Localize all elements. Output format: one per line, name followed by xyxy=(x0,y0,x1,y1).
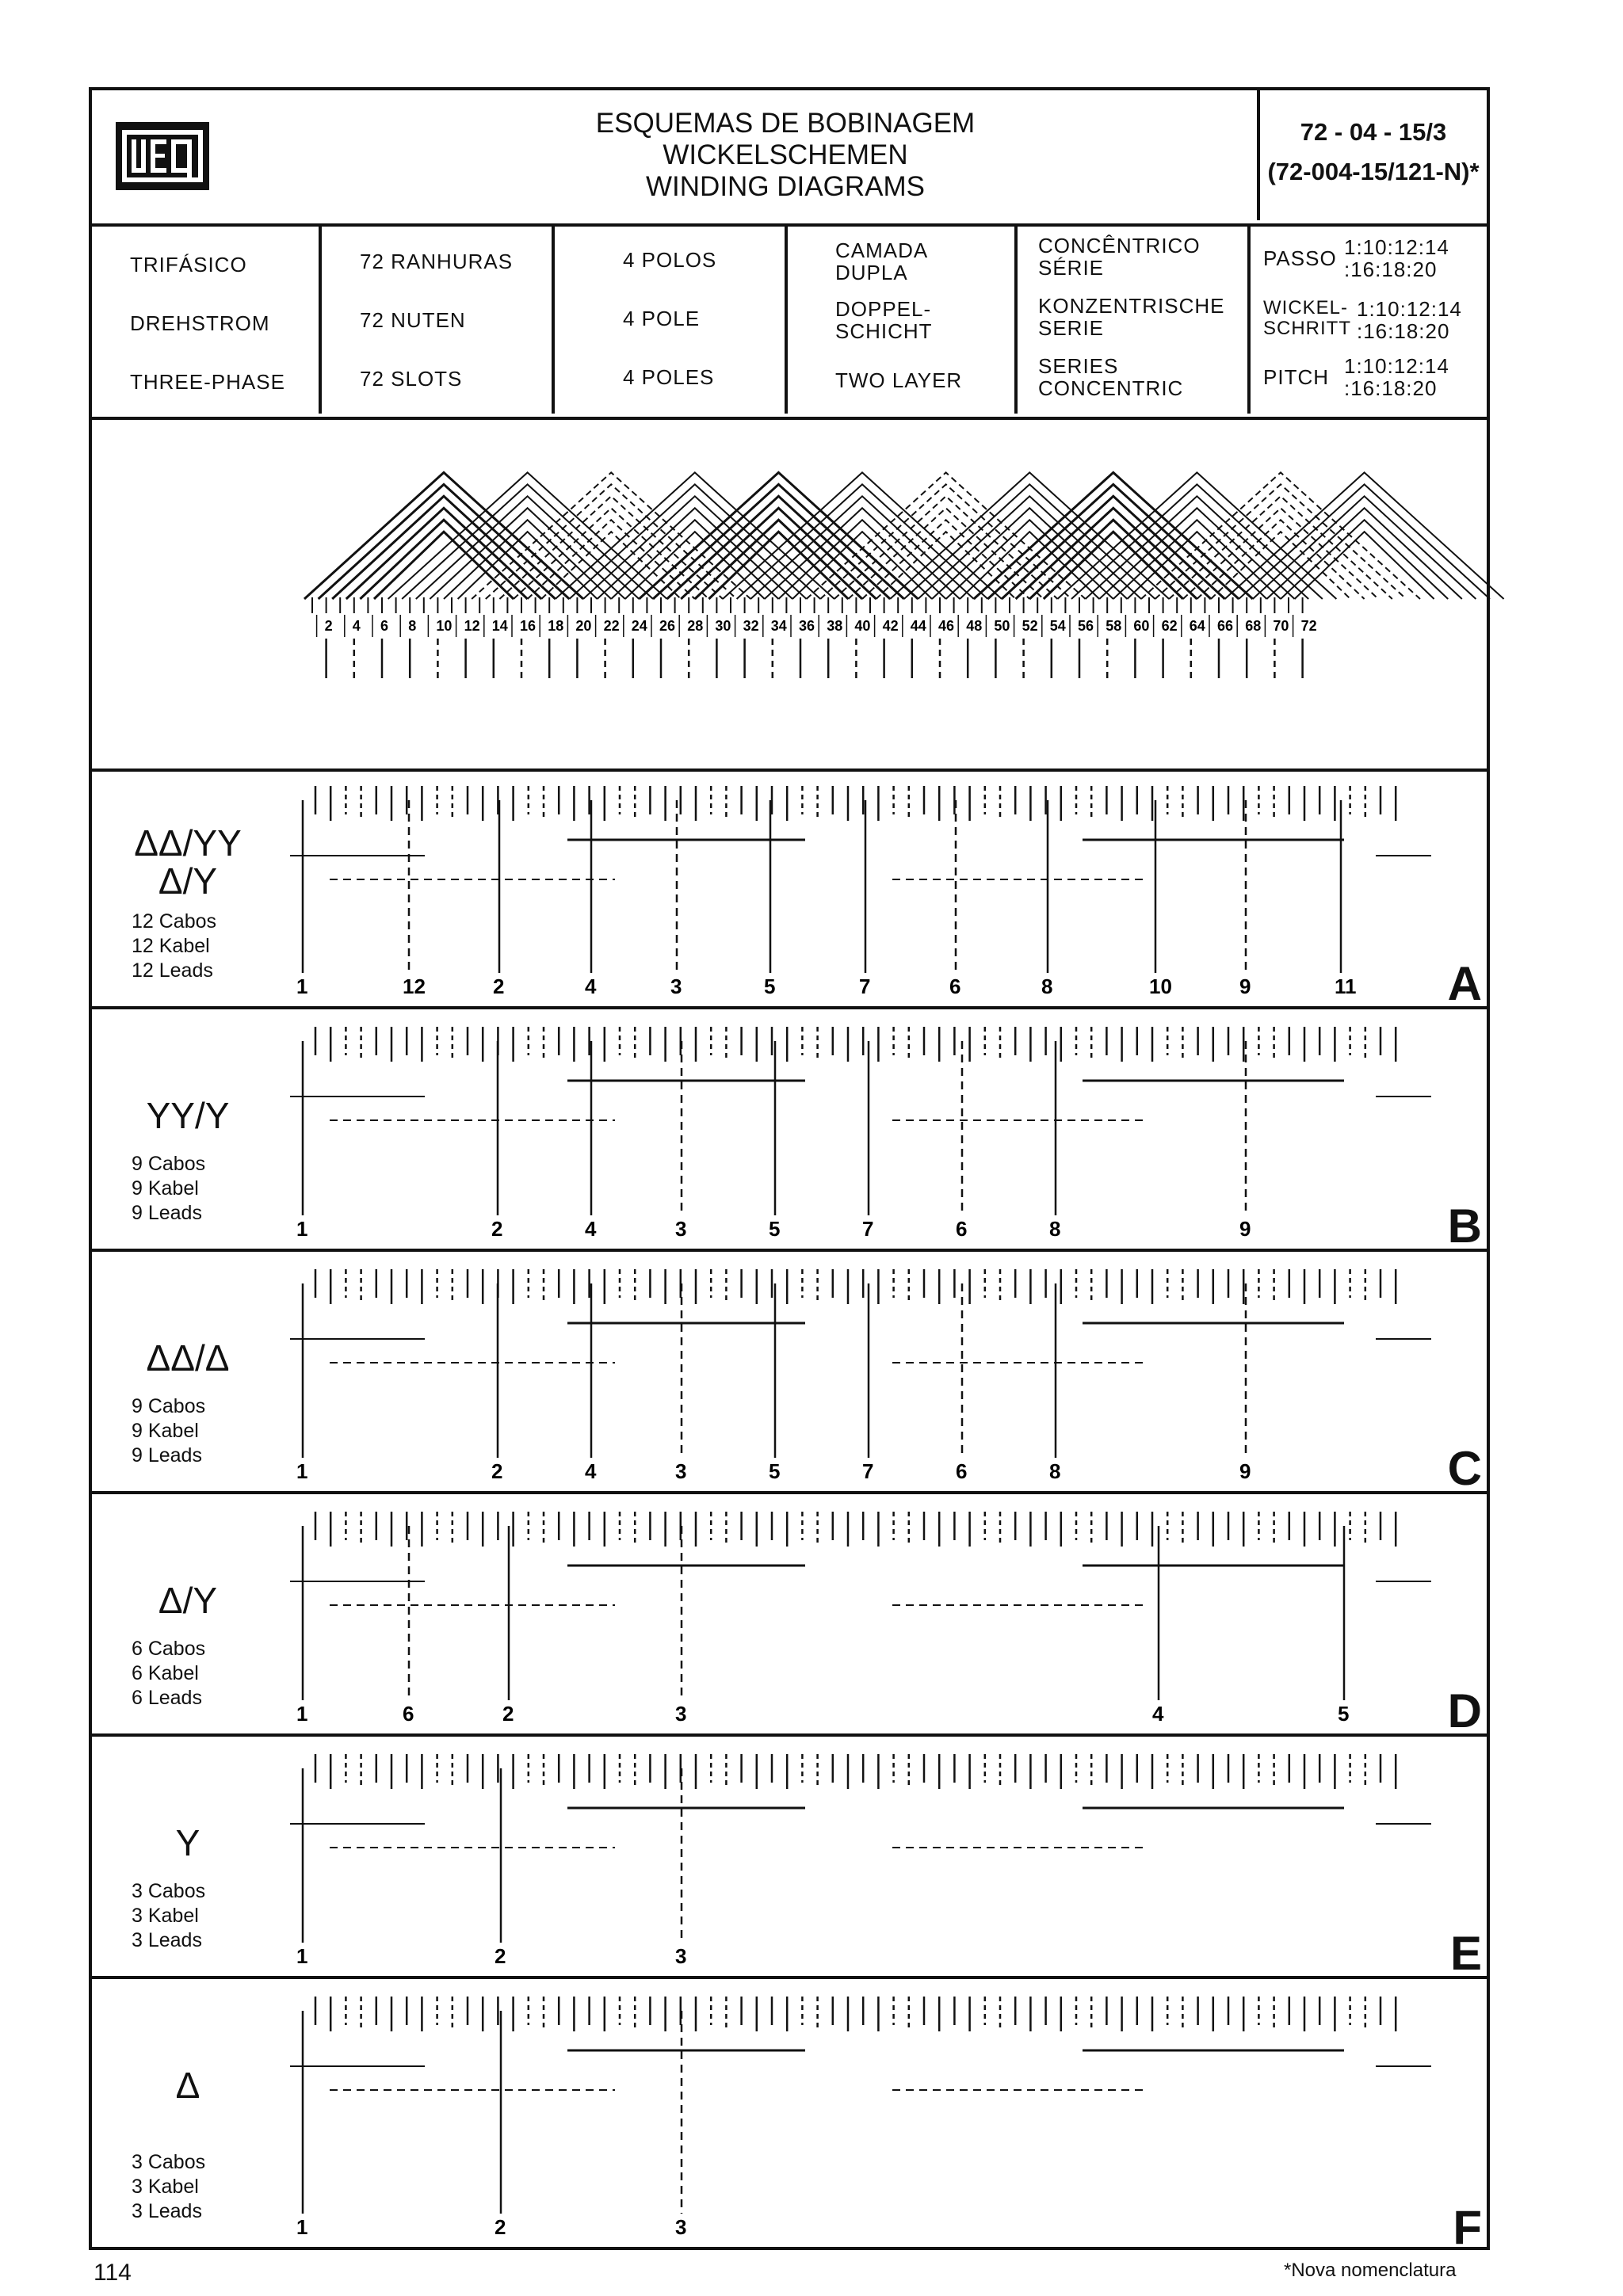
connection-wiring xyxy=(92,1737,1487,1979)
connection-letter: E xyxy=(1449,1927,1482,1980)
lead-count-line: 3 Cabos xyxy=(132,1880,206,1902)
code: 72 - 04 - 15/3 xyxy=(1300,118,1447,146)
spec-text: 72 NUTEN xyxy=(360,308,466,332)
slot-number: 58 xyxy=(1106,618,1122,634)
lead-number: 2 xyxy=(495,2215,506,2239)
slot-number: 34 xyxy=(770,618,787,634)
slot-number: 16 xyxy=(520,618,537,634)
lead-number: 12 xyxy=(403,974,426,998)
spec-text: PITCH xyxy=(1263,365,1329,389)
connection-panel-e xyxy=(92,1737,1487,1979)
connection-wiring xyxy=(92,1979,1487,2250)
spec-text: 72 RANHURAS xyxy=(360,250,514,273)
title-pt: ESQUEMAS DE BOBINAGEM xyxy=(595,108,976,139)
lead-number: 5 xyxy=(769,1459,781,1483)
spec-phase xyxy=(92,223,322,414)
footnote: *Nova nomenclatura xyxy=(1284,2260,1457,2281)
lead-count-line: 3 Leads xyxy=(132,1929,202,1951)
lead-count-line: 12 Kabel xyxy=(132,935,210,957)
lead-count-line: 12 Leads xyxy=(132,959,213,982)
lead-count-line: 9 Cabos xyxy=(132,1395,206,1417)
slot-number: 24 xyxy=(631,618,647,634)
weg-logo xyxy=(116,122,209,190)
slot-number: 12 xyxy=(464,618,480,634)
spec-text: 4 POLE xyxy=(623,307,701,330)
lead-number: 1 xyxy=(296,974,308,998)
connection-letter: F xyxy=(1453,2201,1482,2254)
connection-symbol: Υ xyxy=(175,1822,200,1863)
lead-number: 2 xyxy=(495,1944,506,1968)
lead-number: 7 xyxy=(859,974,871,998)
slot-number: 62 xyxy=(1161,618,1178,634)
lead-number: 9 xyxy=(1239,974,1251,998)
spec-row xyxy=(92,223,1487,420)
lead-number: 7 xyxy=(862,1459,874,1483)
connection-letter: D xyxy=(1447,1684,1482,1737)
spec-text: PASSO xyxy=(1263,246,1337,270)
slot-number: 60 xyxy=(1133,618,1150,634)
lead-number: 5 xyxy=(764,974,776,998)
slot-number: 22 xyxy=(603,618,620,634)
lead-number: 3 xyxy=(675,1944,687,1968)
spec-text: 4 POLES xyxy=(623,365,715,389)
lead-count-line: 3 Kabel xyxy=(132,1905,199,1927)
lead-number: 1 xyxy=(296,1702,308,1726)
lead-count-line: 9 Kabel xyxy=(132,1420,199,1442)
code-new: (72-004-15/121-N)* xyxy=(1267,158,1480,185)
lead-number: 4 xyxy=(585,1459,597,1483)
page-number: 114 xyxy=(94,2260,132,2286)
connection-symbol: ΔΔ/ΥΥ Δ/Υ xyxy=(134,822,242,902)
spec-text: CONCÊNTRICO SÉRIE xyxy=(1038,234,1201,280)
slot-number: 54 xyxy=(1049,618,1066,634)
slot-number: 10 xyxy=(436,618,453,634)
lead-number: 5 xyxy=(1338,1702,1350,1726)
lead-count-line: 6 Cabos xyxy=(132,1638,206,1660)
spec-text: WICKEL- SCHRITT xyxy=(1263,297,1351,339)
connection-panel-c xyxy=(92,1252,1487,1494)
slot-number: 28 xyxy=(687,618,704,634)
spec-text: 1:10:12:14 :16:18:20 xyxy=(1344,235,1449,281)
title-block xyxy=(235,90,1336,220)
lead-number: 7 xyxy=(862,1217,874,1241)
connection-letter: C xyxy=(1447,1442,1482,1495)
spec-type xyxy=(1018,223,1251,414)
lead-number: 2 xyxy=(502,1702,514,1726)
slot-number: 70 xyxy=(1273,618,1289,634)
connection-wiring xyxy=(92,1494,1487,1737)
slot-number: 36 xyxy=(799,618,815,634)
connection-letter: B xyxy=(1447,1199,1482,1253)
slot-number: 18 xyxy=(548,618,564,634)
lead-number: 4 xyxy=(585,974,597,998)
slot-number: 56 xyxy=(1078,618,1094,634)
slot-number: 52 xyxy=(1022,618,1038,634)
slot-number: 32 xyxy=(743,618,759,634)
lead-count-line: 9 Leads xyxy=(132,1202,202,1224)
diagram-code xyxy=(1257,90,1487,220)
lead-number: 2 xyxy=(491,1217,503,1241)
lead-number: 3 xyxy=(675,2215,687,2239)
spec-text: THREE-PHASE xyxy=(130,370,285,394)
winding-coils xyxy=(92,417,1487,765)
spec-text: TRIFÁSICO xyxy=(130,253,247,277)
spec-text: SERIES CONCENTRIC xyxy=(1038,354,1184,400)
connection-symbol: ΔΔ/Δ xyxy=(146,1337,230,1379)
lead-number: 1 xyxy=(296,1944,308,1968)
connection-symbol: ΥΥ/Υ xyxy=(146,1095,230,1136)
spec-text: CAMADA DUPLA xyxy=(835,238,929,284)
lead-number: 5 xyxy=(769,1217,781,1241)
lead-number: 1 xyxy=(296,2215,308,2239)
lead-count-line: 6 Leads xyxy=(132,1687,202,1709)
lead-number: 11 xyxy=(1335,974,1357,998)
spec-pitch xyxy=(1251,223,1487,414)
slot-number: 38 xyxy=(827,618,843,634)
connection-panel-a xyxy=(92,769,1487,1009)
lead-number: 9 xyxy=(1239,1459,1251,1483)
lead-number: 6 xyxy=(956,1217,968,1241)
lead-number: 10 xyxy=(1149,974,1172,998)
title-de: WICKELSCHEMEN xyxy=(663,139,908,170)
lead-number: 2 xyxy=(491,1459,503,1483)
connection-wiring xyxy=(92,1009,1487,1252)
lead-number: 1 xyxy=(296,1459,308,1483)
lead-number: 3 xyxy=(675,1217,687,1241)
slot-number: 14 xyxy=(491,618,508,634)
connection-panel-f xyxy=(92,1979,1487,2254)
spec-slots xyxy=(322,223,555,414)
lead-number: 8 xyxy=(1041,974,1053,998)
slot-number: 66 xyxy=(1217,618,1234,634)
lead-count-line: 3 Leads xyxy=(132,2200,202,2222)
connection-panel-d xyxy=(92,1494,1487,1737)
slot-number: 40 xyxy=(854,618,871,634)
slot-number: 42 xyxy=(882,618,899,634)
lead-count-line: 9 Cabos xyxy=(132,1153,206,1175)
slot-number: 50 xyxy=(994,618,1010,634)
slot-number: 48 xyxy=(966,618,983,634)
lead-number: 8 xyxy=(1049,1217,1061,1241)
connection-wiring xyxy=(92,769,1487,1009)
lead-number: 3 xyxy=(670,974,682,998)
spec-text: 4 POLOS xyxy=(623,248,717,272)
lead-count-line: 12 Cabos xyxy=(132,910,217,933)
lead-count-line: 9 Kabel xyxy=(132,1177,199,1199)
spec-text: DOPPEL- SCHICHT xyxy=(835,297,933,343)
spec-text: DREHSTROM xyxy=(130,311,270,335)
spec-text: 1:10:12:14 :16:18:20 xyxy=(1344,354,1449,400)
slot-number: 26 xyxy=(659,618,676,634)
spec-poles xyxy=(555,223,788,414)
winding-diagram xyxy=(92,417,1487,772)
lead-number: 6 xyxy=(956,1459,968,1483)
spec-text: KONZENTRISCHE SERIE xyxy=(1038,294,1225,340)
lead-count-line: 9 Leads xyxy=(132,1444,202,1466)
slot-number: 4 xyxy=(352,618,361,634)
title-en: WINDING DIAGRAMS xyxy=(646,171,925,202)
connection-letter: A xyxy=(1447,957,1482,1010)
slot-number: 72 xyxy=(1300,618,1317,634)
header xyxy=(92,90,1487,227)
slot-number: 2 xyxy=(324,618,333,634)
lead-number: 3 xyxy=(675,1702,687,1726)
lead-number: 8 xyxy=(1049,1459,1061,1483)
connection-symbol: Δ xyxy=(175,2065,200,2106)
lead-number: 4 xyxy=(585,1217,597,1241)
lead-count-line: 6 Kabel xyxy=(132,1662,199,1684)
connection-panel-b xyxy=(92,1009,1487,1252)
slot-number: 68 xyxy=(1245,618,1262,634)
document-frame xyxy=(89,87,1490,2254)
slot-number: 6 xyxy=(380,618,389,634)
spec-text: 72 SLOTS xyxy=(360,367,463,391)
lead-count-line: 3 Cabos xyxy=(132,2151,206,2173)
lead-number: 6 xyxy=(949,974,961,998)
slot-number: 8 xyxy=(408,618,417,634)
lead-count-line: 3 Kabel xyxy=(132,2176,199,2198)
slot-number: 20 xyxy=(575,618,592,634)
lead-number: 9 xyxy=(1239,1217,1251,1241)
slot-number: 30 xyxy=(715,618,731,634)
logo-cell xyxy=(92,90,235,220)
lead-number: 6 xyxy=(403,1702,414,1726)
lead-number: 2 xyxy=(493,974,505,998)
slot-number: 64 xyxy=(1189,618,1205,634)
lead-number: 4 xyxy=(1152,1702,1164,1726)
lead-number: 1 xyxy=(296,1217,308,1241)
lead-number: 3 xyxy=(675,1459,687,1483)
connection-wiring xyxy=(92,1252,1487,1494)
spec-text: 1:10:12:14 :16:18:20 xyxy=(1357,297,1462,343)
slot-number: 46 xyxy=(938,618,955,634)
slot-number: 44 xyxy=(910,618,926,634)
spec-text: TWO LAYER xyxy=(835,368,963,392)
connection-symbol: Δ/Υ xyxy=(158,1580,218,1621)
spec-layer xyxy=(788,223,1018,414)
